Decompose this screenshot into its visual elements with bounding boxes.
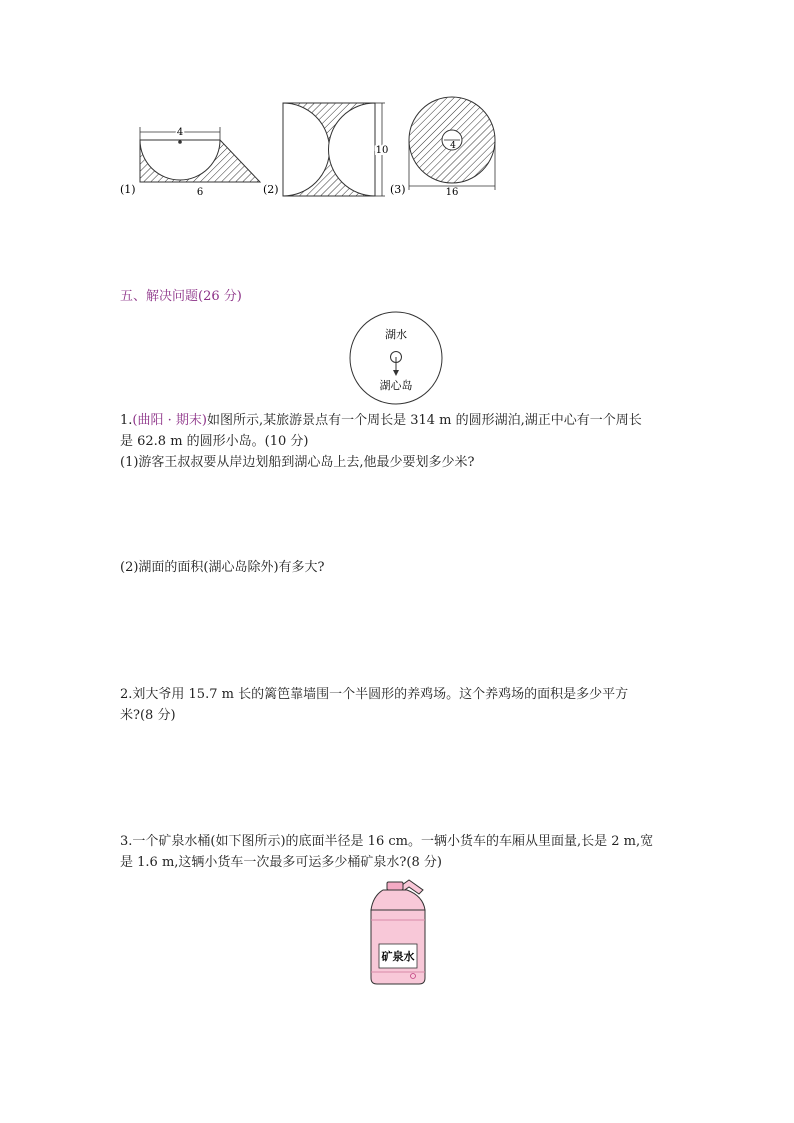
fig3-label: (3) <box>390 183 406 196</box>
problem1-source: (曲阳 · 期末) <box>132 413 207 428</box>
fig1-label: (1) <box>120 183 136 196</box>
problem1-sub2: (2)湖面的面积(湖心岛除外)有多大? <box>120 560 325 575</box>
fig1-top-dim: 4 <box>176 127 184 138</box>
fig1-bottom-dim: 6 <box>196 187 204 198</box>
lake-water-label: 湖水 <box>385 328 407 341</box>
problem1-sub1: (1)游客王叔叔要从岸边划船到湖心岛上去,他最少要划多少米? <box>120 455 475 470</box>
problem1-number: 1. <box>120 413 133 428</box>
problem1-line1 <box>120 410 642 432</box>
problem1-line2: 是 62.8 m 的圆形小岛。(10 分) <box>120 434 309 449</box>
lake-figure <box>348 310 444 406</box>
problem2-line2: 米?(8 分) <box>120 708 176 723</box>
fig2-label: (2) <box>263 183 279 196</box>
problem3-line2: 是 1.6 m,这辆小货车一次最多可运多少桶矿泉水?(8 分) <box>120 855 442 870</box>
fig3-bottom-dim: 16 <box>445 187 459 198</box>
bottle-label: 矿泉水 <box>381 950 415 963</box>
figure-3 <box>390 97 495 198</box>
figure-1 <box>120 127 260 198</box>
problem2-line1: 2.刘大爷用 15.7 m 长的篱笆靠墙围一个半圆形的养鸡场。这个养鸡场的面积是多少平方 <box>120 687 629 702</box>
section-title: 五、解决问题(26 分) <box>120 289 242 304</box>
problem3-line1: 3.一个矿泉水桶(如下图所示)的底面半径是 16 cm。一辆小货车的车厢从里面量,长是 2 m,宽 <box>120 834 654 849</box>
fig2-side-dim: 10 <box>375 145 389 156</box>
fig3-inner-dim: 4 <box>450 141 456 151</box>
problem1-text-1: 如图所示,某旅游景点有一个周长是 314 m 的圆形湖泊,湖正中心有一个周长 <box>206 413 642 428</box>
figure-2 <box>263 103 388 196</box>
geometry-figures <box>110 95 510 205</box>
lake-island-label: 湖心岛 <box>379 379 413 392</box>
water-bottle-illustration <box>365 876 431 988</box>
